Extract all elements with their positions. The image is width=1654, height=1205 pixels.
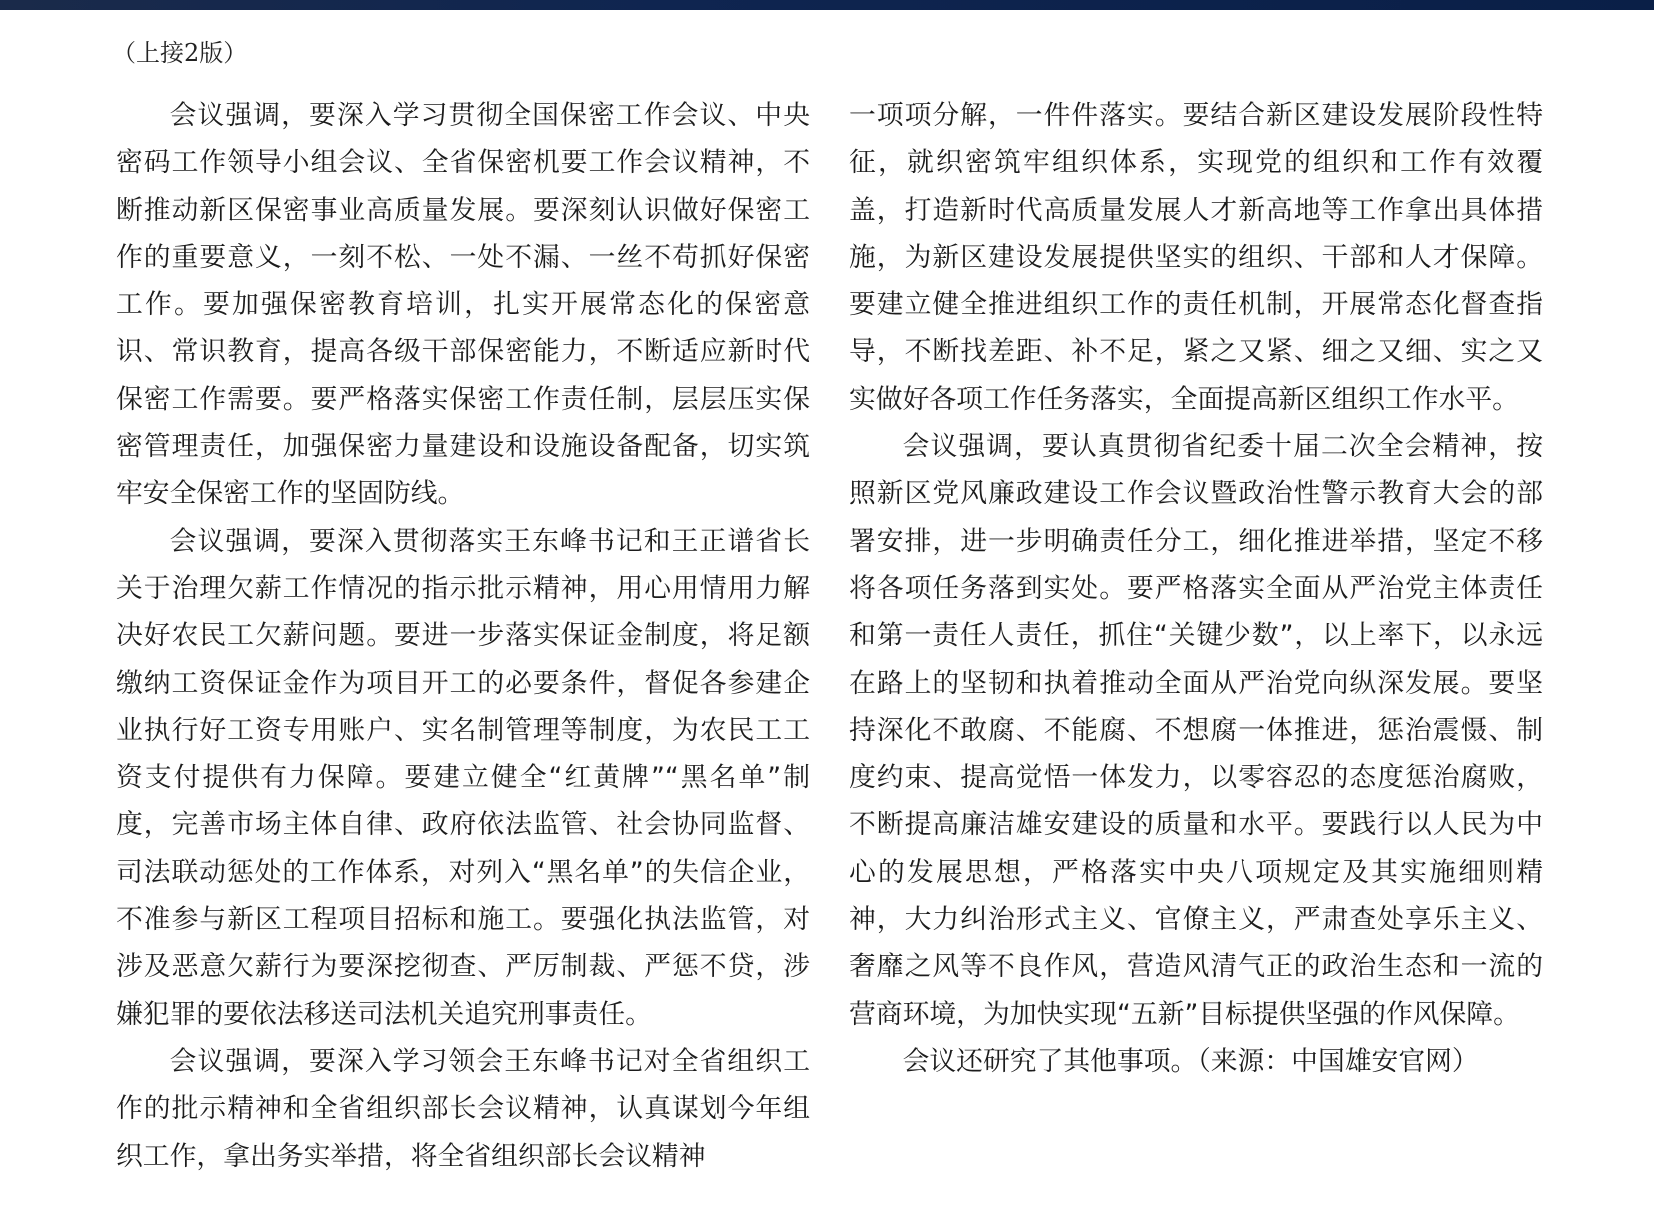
paragraph-organization-work: 会议强调，要深入学习领会王东峰书记对全省组织工作的批示精神和全省组织部长会议精神，认真谋划今年组织工作，拿出务实举措，将全省组织部长会议精神 <box>116 1045 810 1172</box>
paragraph-other-matters: 会议还研究了其他事项。（来源：中国雄安官网） <box>902 1045 1479 1077</box>
paragraph-confidentiality: 会议强调，要深入学习贯彻全国保密工作会议、中央密码工作领导小组会议、全省保密机要工作会议精神，不断推动新区保密事业高质量发展。要深刻认识做好保密工作的重要意义，一刻不松、一处不漏、一丝不苟抓好保密工作。要加强保密教育培训，扎实开展常态化的保密意识、常识教育，提高各级干部保密能力，不断适应新时代保密工作需要。要严格落实保密工作责任制，层层压实保密管理责任，加强保密力量建设和设施设备配备，切实筑牢安全保密工作的坚固防线。 <box>116 100 810 510</box>
paragraph-wage-arrears: 会议强调，要深入贯彻落实王东峰书记和王正谱省长关于治理欠薪工作情况的指示批示精神，用心用情用力解决好农民工欠薪问题。要进一步落实保证金制度，将足额缴纳工资保证金作为项目开工的必要条件，督促各参建企业执行好工资专用账户、实名制管理等制度，为农民工工资支付提供有力保障。要建立健全“红黄牌”“黑名单”制度，完善市场主体自律、政府依法监管、社会协同监督、司法联动惩处的工作体系，对列入“黑名单”的失信企业，不准参与新区工程项目招标和施工。要强化执法监管，对涉及恶意欠薪行为要深挖彻查、严厉制裁、严惩不贷，涉嫌犯罪的要依法移送司法机关追究刑事责任。 <box>116 525 810 1030</box>
left-text-column <box>116 92 810 1192</box>
right-text-column <box>849 92 1543 1192</box>
top-decorative-bar <box>0 0 1654 10</box>
paragraph-organization-work-continued: 一项项分解，一件件落实。要结合新区建设发展阶段性特征，就织密筑牢组织体系，实现党的组织和工作有效覆盖，打造新时代高质量发展人才新高地等工作拿出具体措施，为新区建设发展提供坚实的组织、干部和人才保障。要建立健全推进组织工作的责任机制，开展常态化督查指导，不断找差距、补不足，紧之又紧、细之又细、实之又实做好各项工作任务落实，全面提高新区组织工作水平。 <box>849 100 1543 415</box>
continued-from-label: （上接2版） <box>112 39 248 67</box>
paragraph-party-discipline: 会议强调，要认真贯彻省纪委十届二次全会精神，按照新区党风廉政建设工作会议暨政治性警示教育大会的部署安排，进一步明确责任分工，细化推进举措，坚定不移将各项任务落到实处。要严格落实全面从严治党主体责任和第一责任人责任，抓住“关键少数”，以上率下，以永远在路上的坚韧和执着推动全面从严治党向纵深发展。要坚持深化不敢腐、不能腐、不想腐一体推进，惩治震慑、制度约束、提高觉悟一体发力，以零容忍的态度惩治腐败，不断提高廉洁雄安建设的质量和水平。要践行以人民为中心的发展思想，严格落实中央八项规定及其实施细则精神，大力纠治形式主义、官僚主义，严肃查处享乐主义、奢靡之风等不良作风，营造风清气正的政治生态和一流的营商环境，为加快实现“五新”目标提供坚强的作风保障。 <box>849 431 1543 1030</box>
